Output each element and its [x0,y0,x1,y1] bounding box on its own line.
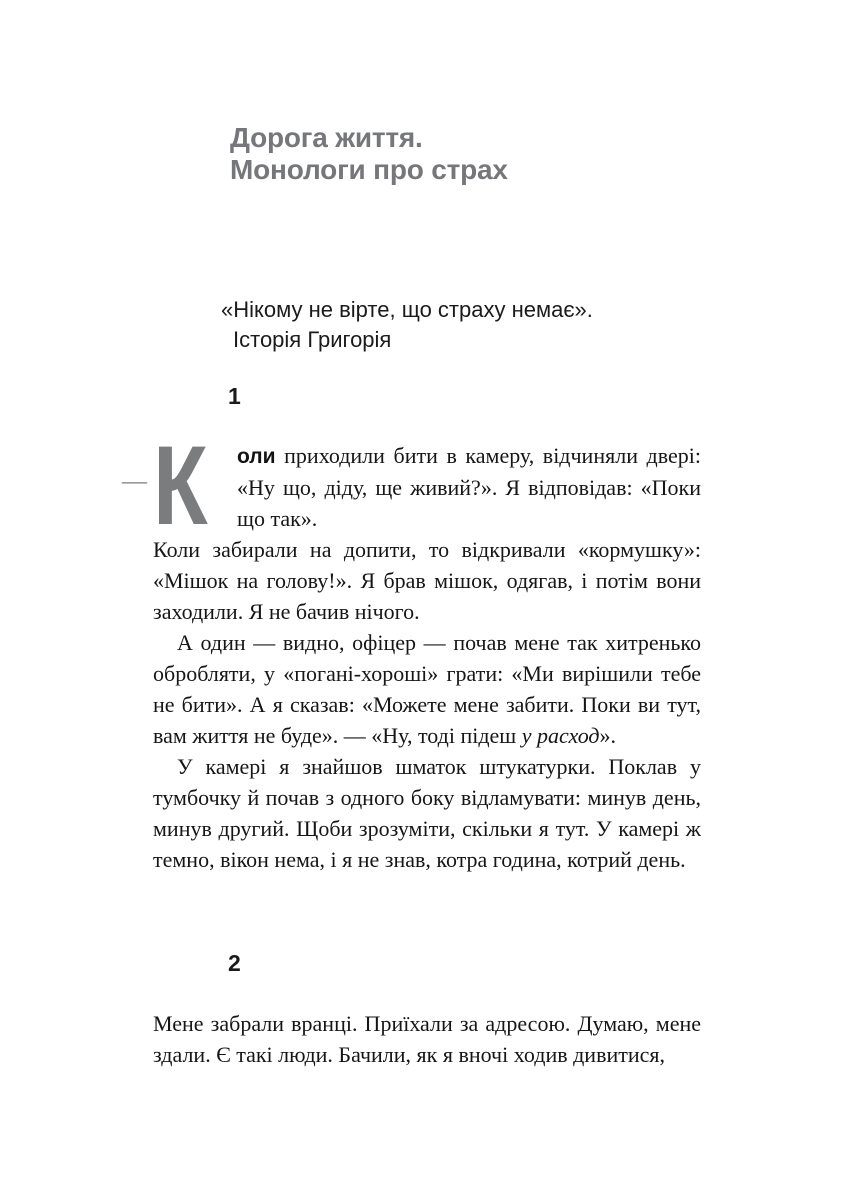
epigraph [221,295,593,355]
paragraph-1-text: приходили бити в камеру, відчиняли двері: «Ну що, діду, ще живий?». Я відповідав: «Поки що так». [237,443,701,531]
epigraph-quote: «Нікому не вірте, що страху немає». [221,297,593,322]
paragraph-1-lead: оли [237,445,276,468]
paragraph-3 [153,627,701,751]
section-number-2: 2 [228,950,241,976]
body-text [153,423,701,875]
chapter-title-line2: Монологи про страх [230,154,508,185]
chapter-title [230,122,508,186]
dialogue-dash: — [122,468,147,495]
paragraph-3-closing: ». [599,723,617,748]
dropcap-letter: К [153,423,208,548]
paragraph-1 [153,423,701,548]
chapter-title-line1: Дорога життя. [230,122,423,153]
paragraph-5: Мене забрали вранці. Приїхали за адресою. Думаю, мене здали. Є такі люди. Бачили, як я вночі ходив дивитися, [153,1011,701,1067]
section-number-1: 1 [228,383,241,409]
paragraph-2: Коли забирали на допити, то відкривали «кормушку»: «Мішок на голову!». Я брав мішок, одягав, і потім вони заходили. Я не бачив нічого. [153,537,701,624]
paragraph-3-italic: у расход [521,723,600,748]
paragraph-4: У камері я знайшов шматок штукатурки. Поклав у тумбочку й почав з одного боку відламувати: минув день, минув другий. Щоби зрозуміти, скільки я тут. У камері ж темно, вікон нема, і я не знав, котра година, котрий день. [153,754,701,872]
paragraph-3-text: А один — видно, офіцер — почав мене так хитренько обробляти, у «погані-хороші» грати: «Ми вирішили тебе не бити». А я сказав: «Можете мене забити. Поки ви тут, вам життя не буде». — «Ну, тоді підеш [153,630,701,748]
epigraph-attribution: Історія Григорія [233,327,392,352]
